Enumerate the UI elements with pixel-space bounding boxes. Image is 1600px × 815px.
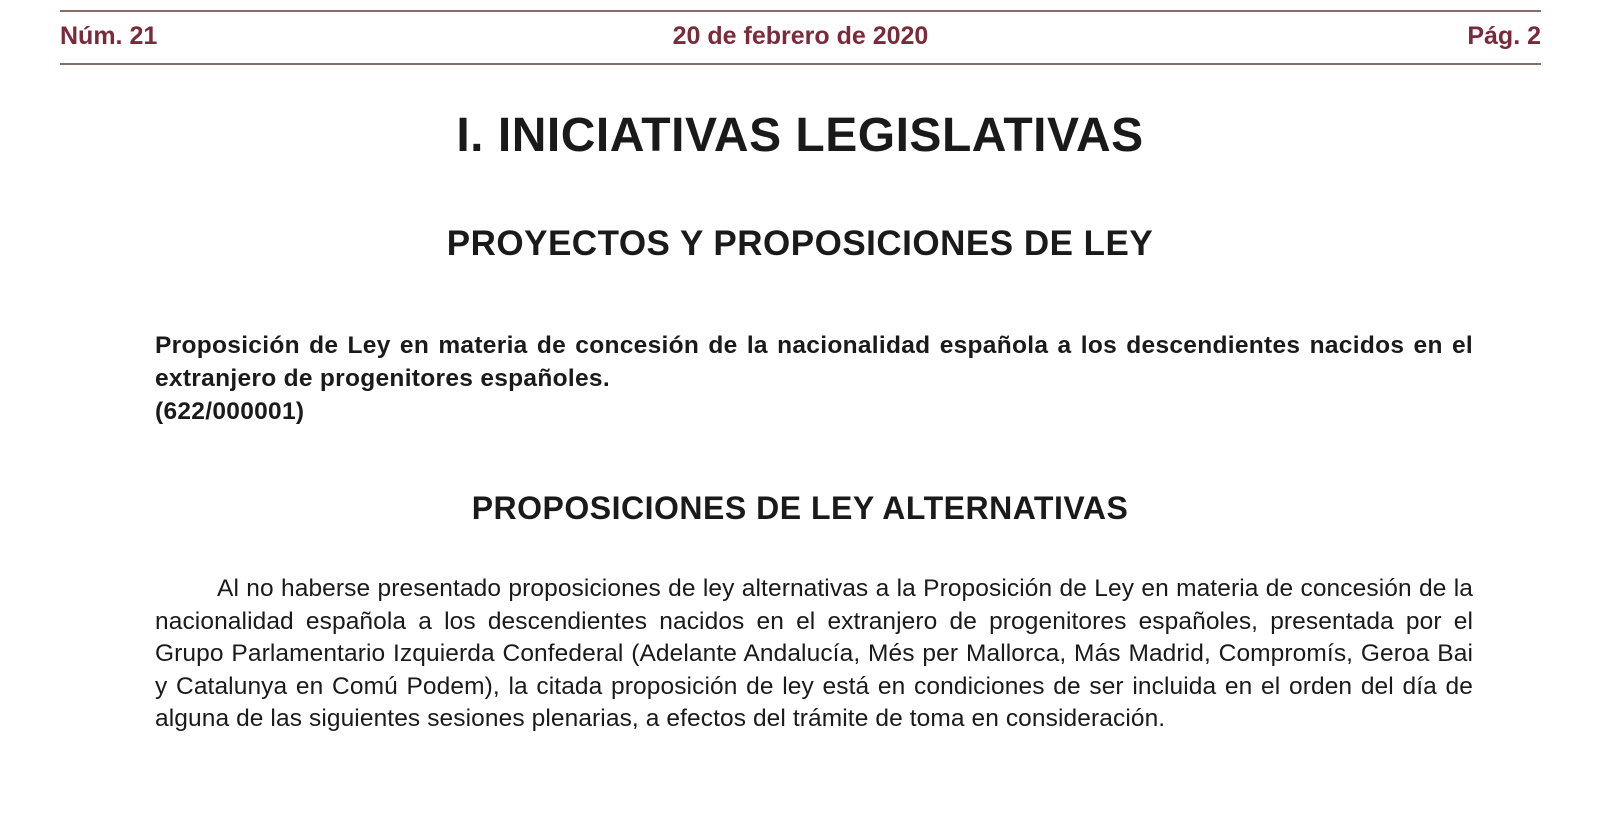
bulletin-date: 20 de febrero de 2020 <box>672 22 929 50</box>
initiative-block <box>155 329 1473 428</box>
initiative-file-number: (622/000001) <box>155 398 305 425</box>
section-heading: I. INICIATIVAS LEGISLATIVAS <box>456 109 1144 162</box>
alternatives-heading: PROPOSICIONES DE LEY ALTERNATIVAS <box>471 490 1129 526</box>
running-header <box>60 22 1541 56</box>
page-number: Pág. 2 <box>1467 22 1541 50</box>
header-top-rule <box>60 10 1541 12</box>
initiative-title: Proposición de Ley en materia de concesión de la nacionalidad española a los descendientes nacidos en el extranjero de progenitores españoles. <box>155 332 1473 392</box>
subsection-heading: PROYECTOS Y PROPOSICIONES DE LEY <box>446 224 1154 263</box>
header-bottom-rule <box>60 63 1541 65</box>
body-paragraph: Al no haberse presentado proposiciones de ley alternativas a la Proposición de Ley en materia de concesión de la nacionalidad española a los descendientes nacidos en el extranjero de progenitores españoles, presentada por el Grupo Parlamentario Izquierda Confederal (Adelante Andalucía, Més per Mallorca, Más Madrid, Compromís, Geroa Bai y Catalunya en Comú Podem), la citada proposición de ley está en condiciones de ser incluida en el orden del día de alguna de las siguientes sesiones plenarias, a efectos del trámite de toma en consideración. <box>155 575 1473 733</box>
bulletin-number: Núm. 21 <box>60 22 158 50</box>
